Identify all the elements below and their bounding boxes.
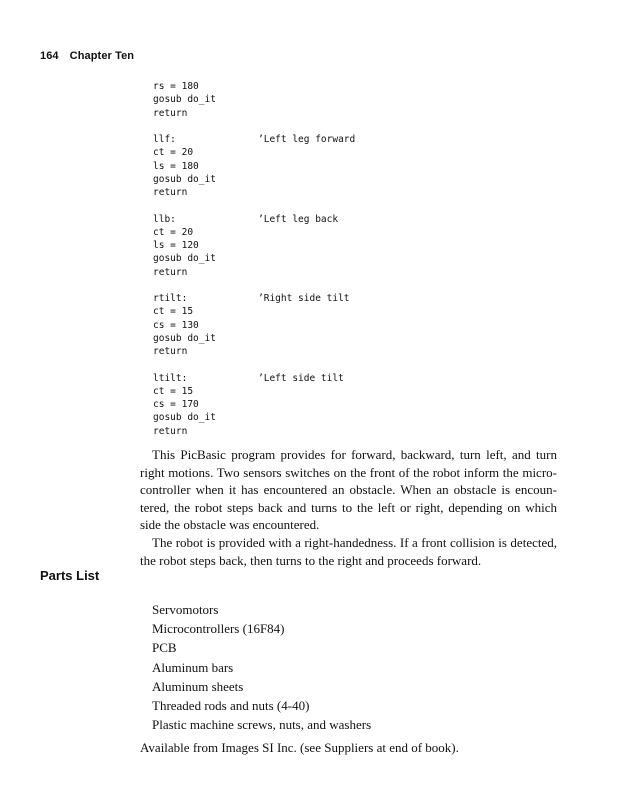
list-item: Aluminum bars xyxy=(152,659,234,675)
code-line xyxy=(153,80,216,93)
code-comment: ’Left leg forward xyxy=(258,134,356,145)
code-line xyxy=(153,252,216,265)
code-line xyxy=(153,411,216,424)
parts-list xyxy=(152,600,371,734)
code-statement: cs = 130 xyxy=(153,319,199,331)
code-statement: llb: xyxy=(153,213,176,225)
code-line xyxy=(153,133,356,146)
code-line xyxy=(153,186,216,199)
code-statement: cs = 170 xyxy=(153,399,199,410)
running-header xyxy=(40,50,134,62)
code-statement: return xyxy=(153,107,188,119)
body-text xyxy=(140,446,557,569)
code-statement: ct = 15 xyxy=(153,385,194,397)
code-statement: ls = 180 xyxy=(153,160,199,172)
code-statement: rtilt: xyxy=(153,293,188,304)
code-statement: ct = 20 xyxy=(153,147,194,159)
code-line xyxy=(153,292,350,305)
list-item: Threaded rods and nuts (4-40) xyxy=(152,697,310,713)
code-listing xyxy=(153,80,356,438)
code-line xyxy=(153,173,216,186)
code-line xyxy=(153,146,216,159)
code-line xyxy=(153,332,216,345)
section-heading: Parts List xyxy=(40,568,100,583)
code-statement: return xyxy=(153,425,188,437)
code-statement: gosub do_it xyxy=(153,412,216,424)
code-statement: return xyxy=(153,266,188,278)
code-blank-line xyxy=(153,358,216,371)
code-statement: ct = 20 xyxy=(153,226,194,238)
chapter-title: Chapter Ten xyxy=(69,50,135,62)
list-item: Microcontrollers (16F84) xyxy=(152,621,285,637)
code-line xyxy=(153,266,216,279)
code-blank-line xyxy=(153,120,216,133)
code-line xyxy=(153,93,216,106)
code-line xyxy=(153,345,216,358)
code-line xyxy=(153,385,216,398)
supplier-note: Available from Images SI Inc. (see Suppliers at end of book). xyxy=(140,740,459,755)
code-statement: ls = 120 xyxy=(153,240,199,251)
list-item: Aluminum sheets xyxy=(152,678,244,694)
code-line xyxy=(153,160,216,173)
code-blank-line xyxy=(153,279,216,292)
code-statement: gosub do_it xyxy=(153,94,216,106)
code-statement: ltilt: xyxy=(153,372,188,384)
code-comment: ’Left leg back xyxy=(258,213,339,225)
code-line xyxy=(153,213,339,226)
code-comment: ’Left side tilt xyxy=(258,372,344,384)
list-item: PCB xyxy=(152,640,177,656)
code-comment: ’Right side tilt xyxy=(258,293,350,304)
code-statement: return xyxy=(153,346,188,357)
code-line xyxy=(153,226,216,239)
code-statement: ct = 15 xyxy=(153,306,194,318)
code-line xyxy=(153,398,216,411)
list-item: Plastic machine screws, nuts, and washers xyxy=(152,717,372,733)
page-number: 164 xyxy=(40,50,59,62)
code-line xyxy=(153,305,216,318)
code-statement: gosub do_it xyxy=(153,332,216,344)
paragraph: This PicBasic program provides for forward, backward, turn left, and turn right motions. Two sensors switches on the front of the robot inform the microcontroller when it has encountered an obstacle. When an obstacle is encountered, the robot steps back and turns to the left or right, depending on which side the obstacle was encountered. xyxy=(140,447,557,533)
code-line xyxy=(153,425,216,438)
code-line xyxy=(153,239,216,252)
paragraph: The robot is provided with a right-handedness. If a front collision is detected, the robot steps back, then turns to the right and proceeds forward. xyxy=(140,534,557,568)
code-blank-line xyxy=(153,199,216,212)
code-statement: llf: xyxy=(153,134,176,145)
list-item: Servomotors xyxy=(152,602,219,617)
code-line xyxy=(153,372,344,385)
code-statement: gosub do_it xyxy=(153,173,216,185)
code-statement: rs = 180 xyxy=(153,81,199,92)
code-line xyxy=(153,107,216,120)
code-statement: return xyxy=(153,187,188,198)
code-statement: gosub do_it xyxy=(153,253,216,265)
code-line xyxy=(153,319,216,332)
